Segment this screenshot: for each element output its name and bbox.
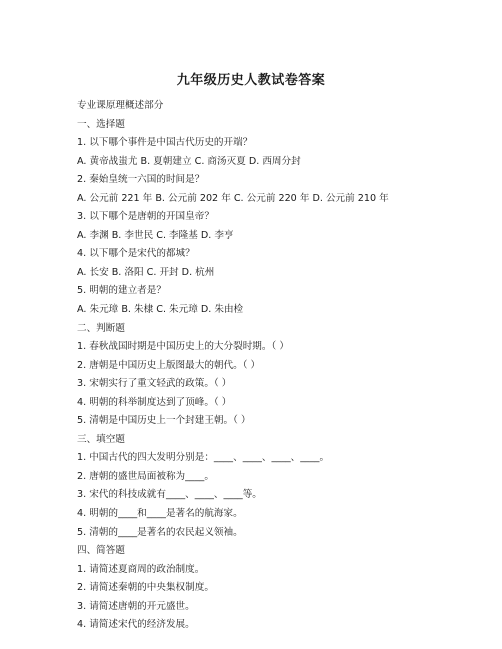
section-heading-true-false: 二、判断题 xyxy=(77,322,125,334)
options-line: A. 公元前 221 年 B. 公元前 202 年 C. 公元前 220 年 D. 公元前 210 年 xyxy=(77,192,389,204)
options-line: A. 长安 B. 洛阳 C. 开封 D. 杭州 xyxy=(77,266,215,278)
options-line: A. 李渊 B. 李世民 C. 李隆基 D. 李亨 xyxy=(77,229,234,241)
question-line: 3. 以下哪个是唐朝的开国皇帝？ xyxy=(77,211,214,223)
question-line: 1. 中国古代的四大发明分别是：____、____、____、____。 xyxy=(77,452,330,464)
document-body xyxy=(77,97,477,635)
question-line: 2. 请简述秦朝的中央集权制度。 xyxy=(77,582,214,594)
subtitle-line: 专业课原理概述部分 xyxy=(77,100,164,111)
question-line: 5. 清朝是中国历史上一个封建王朝。（ ） xyxy=(77,415,251,427)
question-line: 5. 明朝的建立者是？ xyxy=(77,285,166,297)
question-line: 2. 唐朝的盛世局面被称为____。 xyxy=(77,470,214,482)
section-heading-fill-blank: 三、填空题 xyxy=(77,433,125,445)
question-line: 3. 宋代的科技成就有____、____、____等。 xyxy=(77,489,262,501)
question-line: 1. 以下哪个事件是中国古代历史的开端？ xyxy=(77,137,253,149)
question-line: 2. 秦始皇统一六国的时间是？ xyxy=(77,174,205,186)
question-line: 4. 明朝的科举制度达到了顶峰。（ ） xyxy=(77,396,232,408)
question-line: 4. 以下哪个是宋代的都城？ xyxy=(77,248,195,260)
question-line: 1. 春秋战国时期是中国历史上的大分裂时期。（ ） xyxy=(77,341,289,353)
question-line: 2. 唐朝是中国历史上版图最大的朝代。（ ） xyxy=(77,359,261,371)
question-line: 4. 请简述宋代的经济发展。 xyxy=(77,619,195,631)
document-title: 九年级历史人教试卷答案 xyxy=(176,73,326,88)
question-line: 3. 请简述唐朝的开元盛世。 xyxy=(77,600,195,612)
question-line: 4. 明朝的____和____是著名的航海家。 xyxy=(77,508,243,520)
question-line: 1. 请简述夏商周的政治制度。 xyxy=(77,563,205,575)
options-line: A. 朱元璋 B. 朱棣 C. 朱元璋 D. 朱由检 xyxy=(77,304,244,316)
options-line: A. 黄帝战蚩尤 B. 夏朝建立 C. 商汤灭夏 D. 西周分封 xyxy=(77,155,301,167)
section-heading-short-answer: 四、简答题 xyxy=(77,545,125,557)
section-heading-choice: 一、选择题 xyxy=(77,118,125,130)
question-line: 3. 宋朝实行了重文轻武的政策。（ ） xyxy=(77,378,232,390)
question-line: 5. 清朝的____是著名的农民起义领袖。 xyxy=(77,526,243,538)
